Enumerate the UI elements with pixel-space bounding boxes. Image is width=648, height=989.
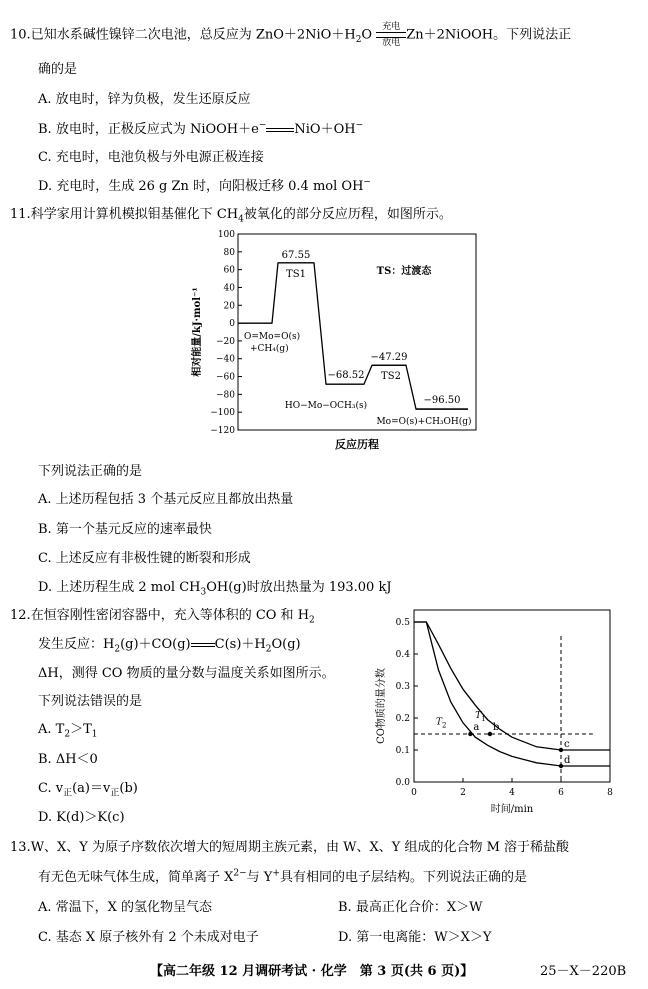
y-tick-label-5: 0.5: [395, 618, 410, 628]
series-label-T1: T: [475, 711, 482, 721]
level-2-label: HO−Mo−OCH₃(s): [284, 401, 368, 412]
y-tick-label-5: 0: [229, 319, 235, 330]
level-2-value: −68.52: [327, 370, 365, 382]
y-tick-label-11: −120: [210, 426, 235, 436]
q11-subquestion: 下列说法正确的是: [38, 464, 143, 479]
q13-option-d: D. 第一电离能：W＞X＞Y: [338, 930, 492, 945]
q13-option-a: A. 常温下，X 的氢化物呈气态: [38, 900, 213, 915]
q12-stem-line2: 发生反应：$H_2(g)+CO(g)$ $C(s)+H_2O(g)$: [38, 637, 301, 655]
series-T2: [414, 622, 610, 766]
energy-profile-chart: [186, 226, 486, 454]
q11-option-a: A. 上述历程包括 3 个基元反应且都放出热量: [38, 492, 294, 507]
x-tick-label-1: 2: [460, 788, 466, 798]
level-1-label: TS1: [286, 268, 306, 280]
q13-number: 13.: [10, 840, 31, 855]
q11-option-c: C. 上述反应有非极性键的断裂和形成: [38, 551, 251, 566]
equals-sign: [266, 128, 294, 132]
level-0-label2: +CH₄(g): [250, 344, 289, 355]
level-0-label: O=Mo=O(s): [244, 332, 301, 343]
y-tick-label-6: −20: [216, 336, 235, 347]
level-4-value: −96.50: [423, 395, 461, 407]
series-label-T2-sub: 2: [442, 721, 447, 730]
y-tick-label-7: −40: [216, 354, 235, 365]
q12-option-d: D. K(d)＞K(c): [38, 810, 125, 825]
q13-option-c: C. 基态 X 原子核外有 2 个未成对电子: [38, 930, 259, 945]
point-label-b: b: [492, 722, 500, 733]
y-tick-label-8: −60: [216, 372, 235, 383]
level-3-value: −47.29: [370, 352, 408, 364]
q10-option-a: A. 放电时，锌为负极，发生还原反应: [38, 92, 251, 107]
y-tick-label-4: 20: [223, 301, 235, 312]
q13-stem-line1: 13.W、X、Y 为原子序数依次增大的短周期主族元素，由 W、X、Y 组成的化合物 M 溶于稀盐酸: [10, 840, 570, 855]
q12-option-b: B. ΔH＜0: [38, 752, 98, 767]
y-tick-label-1: 0.1: [395, 746, 410, 756]
y-tick-label-3: 0.3: [395, 682, 410, 692]
y-tick-label-10: −100: [210, 408, 235, 419]
reversible-arrow: 充电 放电: [376, 22, 406, 48]
x-axis-label: 时间/min: [490, 804, 534, 815]
co-fraction-chart: [372, 606, 634, 824]
level-1-value: 67.55: [281, 249, 311, 261]
series-label-T1-sub: 1: [481, 715, 486, 723]
x-tick-label-2: 4: [509, 788, 515, 798]
y-tick-label-2: 0.2: [395, 714, 410, 724]
y-tick-label-0: 0.0: [395, 778, 410, 788]
x-axis-label: 反应历程: [335, 438, 379, 451]
x-tick-label-3: 6: [558, 788, 564, 798]
point-b: [488, 732, 492, 736]
q12-option-c: C. $v_正(a)=v_正(b)$: [38, 781, 138, 799]
y-tick-label-1: 80: [223, 247, 235, 258]
point-d: [559, 764, 563, 768]
x-tick-label-0: 0: [411, 788, 417, 798]
level-3-label: TS2: [381, 371, 401, 383]
point-c: [559, 748, 563, 752]
q10-option-b: B. 放电时，正极反应式为 NiOOH＋e− NiO＋OH−: [38, 120, 364, 137]
legend-note: TS：过渡态: [376, 266, 432, 277]
q12-number: 12.: [10, 608, 31, 623]
q12-option-a: A. $T_2>T_1$: [38, 722, 98, 740]
footer-exam-info: 【高二年级 12 月调研考试 · 化学 第 3 页(共 6 页)】: [150, 964, 474, 979]
footer-code: 25－X－220B: [540, 964, 627, 979]
y-axis-label: 相对能量/kJ·mol⁻¹: [192, 287, 203, 377]
q12-stem-line3: ΔH，测得 CO 物质的量分数与温度关系如图所示。: [38, 666, 335, 681]
q10-stem: 10.已知水系碱性镍锌二次电池，总反应为 $ZnO+2NiO+H_2O$ 充电 放电 Zn＋2NiOOH。下列说法正: [10, 22, 572, 48]
q13-option-b: B. 最高正化合价：X＞W: [338, 900, 483, 915]
y-tick-label-0: 100: [217, 230, 235, 240]
y-tick-label-2: 60: [223, 265, 235, 276]
x-tick-label-4: 8: [607, 788, 613, 798]
q10-option-d: D. 充电时，生成 26 g Zn 时，向阳极迁移 0.4 mol OH−: [38, 177, 371, 194]
series-label-T2: T: [436, 717, 443, 728]
q10-number: 10.: [10, 27, 31, 43]
q11-number: 11.: [10, 207, 31, 222]
q12-stem-line4: 下列说法错误的是: [38, 694, 143, 709]
series-T1: [414, 622, 610, 750]
y-tick-label-4: 0.4: [395, 650, 410, 660]
q10-stem-line2: 确的是: [38, 62, 78, 77]
q11-option-b: B. 第一个基元反应的速率最快: [38, 522, 212, 537]
point-a: [468, 732, 472, 736]
y-axis-label: CO物质的量分数: [376, 668, 387, 744]
q12-stem-line1: 12.在恒容刚性密闭容器中，充入等体积的 CO 和 $H_2$: [10, 608, 315, 626]
reversible-sign: [191, 643, 215, 647]
q11-option-d: D. 上述历程生成 2 mol $CH_3OH(g)$时放出热量为 193.00 kJ: [38, 580, 392, 598]
point-label-d: d: [564, 755, 571, 766]
point-label-a: a: [473, 722, 480, 733]
q11-stem: 11.科学家用计算机模拟钼基催化下 $CH_4$被氧化的部分反应历程，如图所示。: [10, 207, 452, 225]
y-tick-label-3: 40: [223, 283, 235, 294]
q10-option-c: C. 充电时，电池负极与外电源正极连接: [38, 150, 264, 165]
level-4-label: Mo=O(s)+CH₃OH(g): [376, 417, 472, 428]
q13-stem-line2: 有无色无味气体生成，简单离子 $X^{2-}$与 Y+具有相同的电子层结构。下列说法正确的是: [38, 868, 527, 885]
point-label-c: c: [564, 739, 570, 750]
y-tick-label-9: −80: [216, 390, 235, 401]
